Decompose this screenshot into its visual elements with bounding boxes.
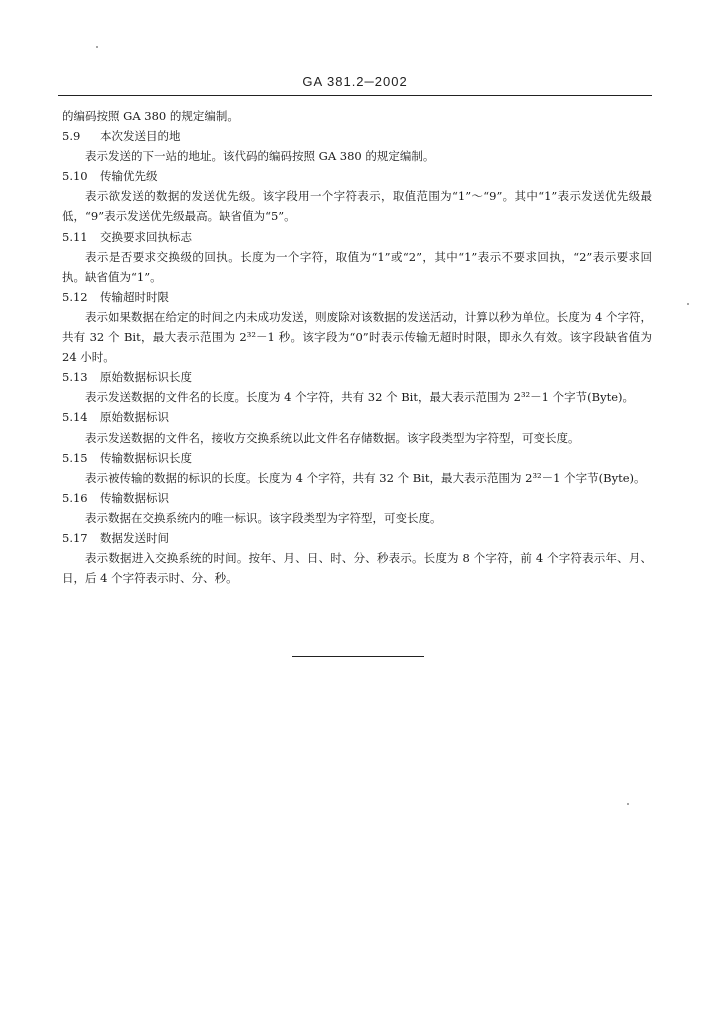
section-5-9 — [62, 126, 652, 166]
scan-speck — [627, 803, 629, 805]
section-title: 原始数据标识长度 — [100, 370, 192, 385]
section-paragraph: 表示数据在交换系统内的唯一标识。该字段类型为字符型，可变长度。 — [85, 510, 442, 525]
section-paragraph: 表示是否要求交换级的回执。长度为一个字符，取值为“1”或“2”，其中“1”表示不要求回执，“2”表示要求回执。缺省值为“1”。 — [62, 249, 652, 284]
section-title: 传输数据标识 — [100, 490, 169, 505]
section-number: 5.17 — [62, 530, 88, 545]
section-heading — [62, 488, 652, 508]
section-5-13 — [62, 367, 652, 407]
section-number: 5.12 — [62, 289, 88, 304]
section-number: 5.15 — [62, 450, 88, 465]
section-5-10 — [62, 166, 652, 226]
section-title: 传输优先级 — [100, 169, 158, 184]
section-heading — [62, 367, 652, 387]
section-number: 5.13 — [62, 370, 88, 385]
section-number: 5.10 — [62, 169, 88, 184]
section-paragraph: 表示欲发送的数据的发送优先级。该字段用一个字符表示，取值范围为“1”～“9”。其中“1”表示发送优先级最低，“9”表示发送优先级最高。缺省值为“5”。 — [62, 189, 652, 224]
section-paragraph: 表示发送的下一站的地址。该代码的编码按照 GA 380 的规定编制。 — [85, 149, 435, 164]
section-number: 5.14 — [62, 410, 88, 425]
section-5-12 — [62, 287, 652, 367]
section-title: 传输超时时限 — [100, 289, 169, 304]
section-paragraph: 表示如果数据在给定的时间之内未成功发送，则废除对该数据的发送活动，计算以秒为单位。长度为 4 个字符，共有 32 个 Bit，最大表示范围为 2³²－1 秒。该字段为“0”时表示传输无超时时限，即永久有效。该字段缺省值为 24 小时。 — [62, 309, 652, 365]
section-number: 5.16 — [62, 490, 88, 505]
section-paragraph: 表示被传输的数据的标识的长度。长度为 4 个字符，共有 32 个 Bit，最大表示范围为 2³²－1 个字节(Byte)。 — [85, 470, 646, 485]
section-heading — [62, 126, 652, 146]
section-paragraph: 表示发送数据的文件名，接收方交换系统以此文件名存储数据。该字段类型为字符型，可变长度。 — [85, 430, 580, 445]
section-5-14 — [62, 407, 652, 447]
section-title: 数据发送时间 — [100, 530, 169, 545]
section-title: 原始数据标识 — [100, 410, 169, 425]
section-number: 5.9 — [62, 129, 81, 144]
section-heading — [62, 407, 652, 427]
section-5-17 — [62, 528, 652, 588]
section-title: 传输数据标识长度 — [100, 450, 192, 465]
intro-paragraph: 的编码按照 GA 380 的规定编制。 — [62, 109, 239, 123]
section-5-11 — [62, 227, 652, 287]
section-5-15 — [62, 448, 652, 488]
section-heading — [62, 166, 652, 186]
section-paragraph: 表示数据进入交换系统的时间。按年、月、日、时、分、秒表示。长度为 8 个字符，前 4 个字符表示年、月、日，后 4 个字符表示时、分、秒。 — [62, 551, 652, 586]
scan-speck — [96, 46, 98, 48]
section-5-16 — [62, 488, 652, 528]
section-paragraph: 表示发送数据的文件名的长度。长度为 4 个字符，共有 32 个 Bit，最大表示范围为 2³²－1 个字节(Byte)。 — [85, 390, 634, 405]
section-heading — [62, 287, 652, 307]
section-heading — [62, 448, 652, 468]
page-header: GA 381.2─2002 — [302, 74, 408, 89]
section-heading — [62, 227, 652, 247]
section-number: 5.11 — [62, 229, 88, 244]
section-title: 交换要求回执标志 — [100, 229, 192, 244]
document-body — [62, 106, 652, 588]
end-rule — [292, 656, 424, 657]
scan-speck — [687, 303, 689, 305]
section-title: 本次发送目的地 — [100, 129, 181, 144]
header-rule — [58, 95, 652, 96]
section-heading — [62, 528, 652, 548]
